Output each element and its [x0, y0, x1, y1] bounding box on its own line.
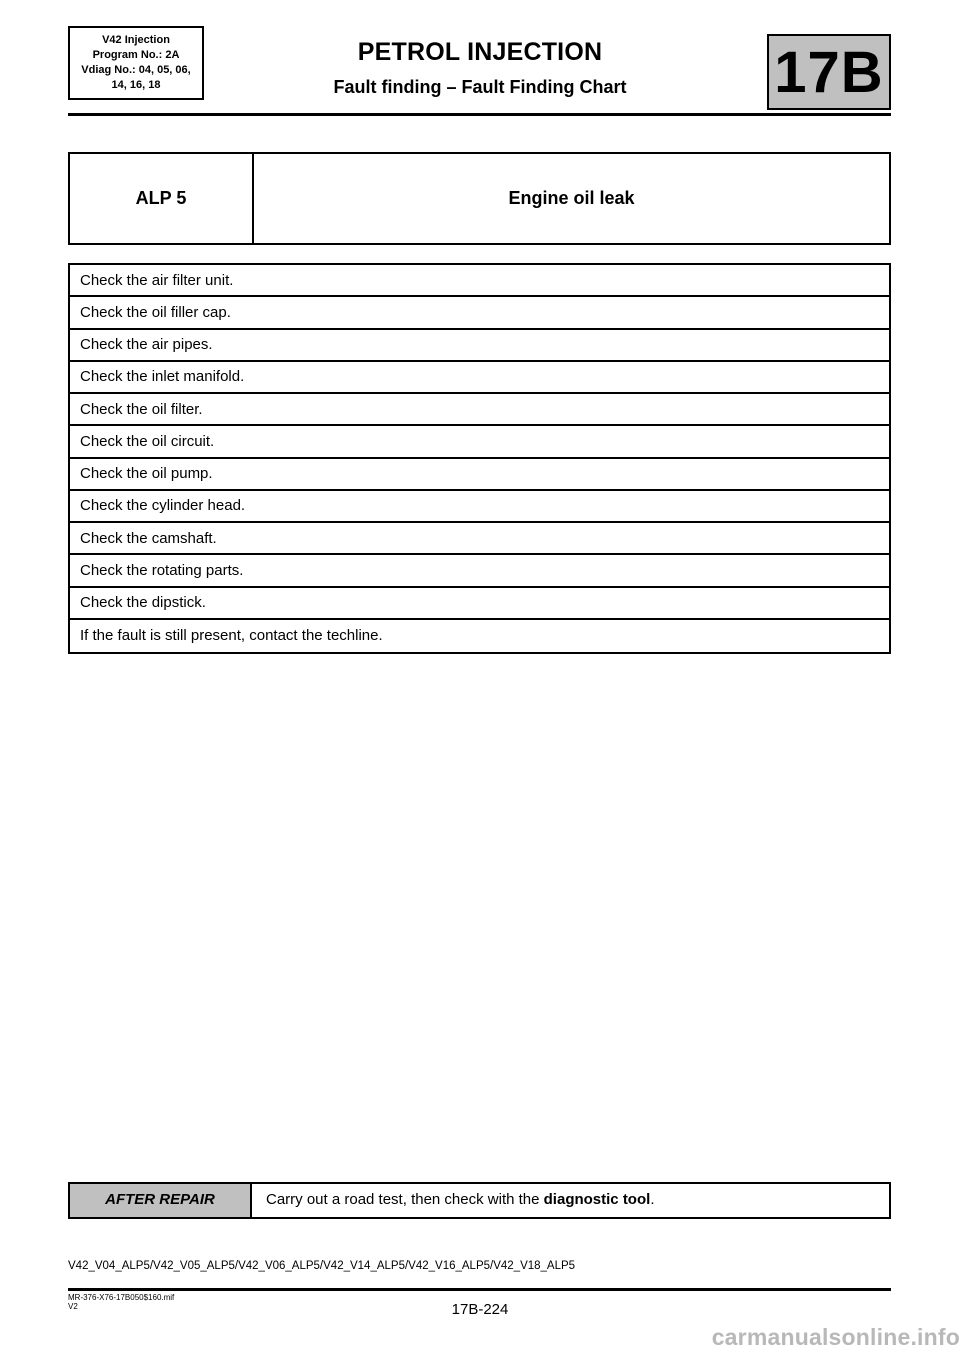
after-repair-table	[68, 1182, 891, 1219]
check-row-inlet-manifold: Check the inlet manifold.	[70, 362, 889, 394]
alp-title: Engine oil leak	[508, 188, 635, 208]
check-row-cylinder-head: Check the cylinder head.	[70, 491, 889, 523]
check-row-camshaft: Check the camshaft.	[70, 523, 889, 555]
footer-divider	[68, 1288, 891, 1291]
checks-table	[68, 263, 891, 654]
header-divider	[68, 113, 891, 116]
document-version: V2	[68, 1302, 78, 1311]
alp-code: ALP 5	[70, 154, 254, 243]
page-subtitle: Fault finding – Fault Finding Chart	[333, 77, 627, 97]
check-row-air-pipes: Check the air pipes.	[70, 330, 889, 362]
reference-codes: V42_V04_ALP5/V42_V05_ALP5/V42_V06_ALP5/V42_V14_ALP5/V42_V16_ALP5/V42_V18_ALP5	[68, 1260, 576, 1272]
info-line-vdiag-cont: 14, 16, 18	[111, 79, 161, 91]
info-line-vdiag: Vdiag No.: 04, 05, 06,	[81, 64, 191, 76]
check-row-rotating-parts: Check the rotating parts.	[70, 555, 889, 587]
document-reference: MR-376-X76-17B050$160.mif	[68, 1293, 175, 1302]
check-row-oil-filter: Check the oil filter.	[70, 394, 889, 426]
after-repair-text-start: Carry out a road test, then check with the	[266, 1191, 544, 1208]
info-line-injection: V42 Injection	[102, 34, 170, 46]
check-row-oil-pump: Check the oil pump.	[70, 459, 889, 491]
page-title: PETROL INJECTION	[357, 38, 603, 66]
check-row-dipstick: Check the dipstick.	[70, 588, 889, 620]
check-row-air-filter: Check the air filter unit.	[70, 265, 889, 297]
watermark: carmanualsonline.info	[711, 1324, 960, 1350]
diagnostic-tool-term: diagnostic tool	[543, 1191, 651, 1208]
after-repair-text-end: .	[650, 1191, 655, 1208]
check-row-oil-filler-cap: Check the oil filler cap.	[70, 297, 889, 329]
page-number: 17B-224	[451, 1301, 509, 1318]
check-row-oil-circuit: Check the oil circuit.	[70, 426, 889, 458]
check-row-contact-techline: If the fault is still present, contact the techline.	[80, 627, 383, 645]
alp-title-table	[68, 152, 891, 245]
info-line-program: Program No.: 2A	[92, 49, 180, 61]
after-repair-label: AFTER REPAIR	[70, 1184, 252, 1217]
after-repair-text	[252, 1184, 889, 1217]
section-code-badge: 17B	[767, 34, 891, 110]
vehicle-info-box	[68, 26, 204, 100]
